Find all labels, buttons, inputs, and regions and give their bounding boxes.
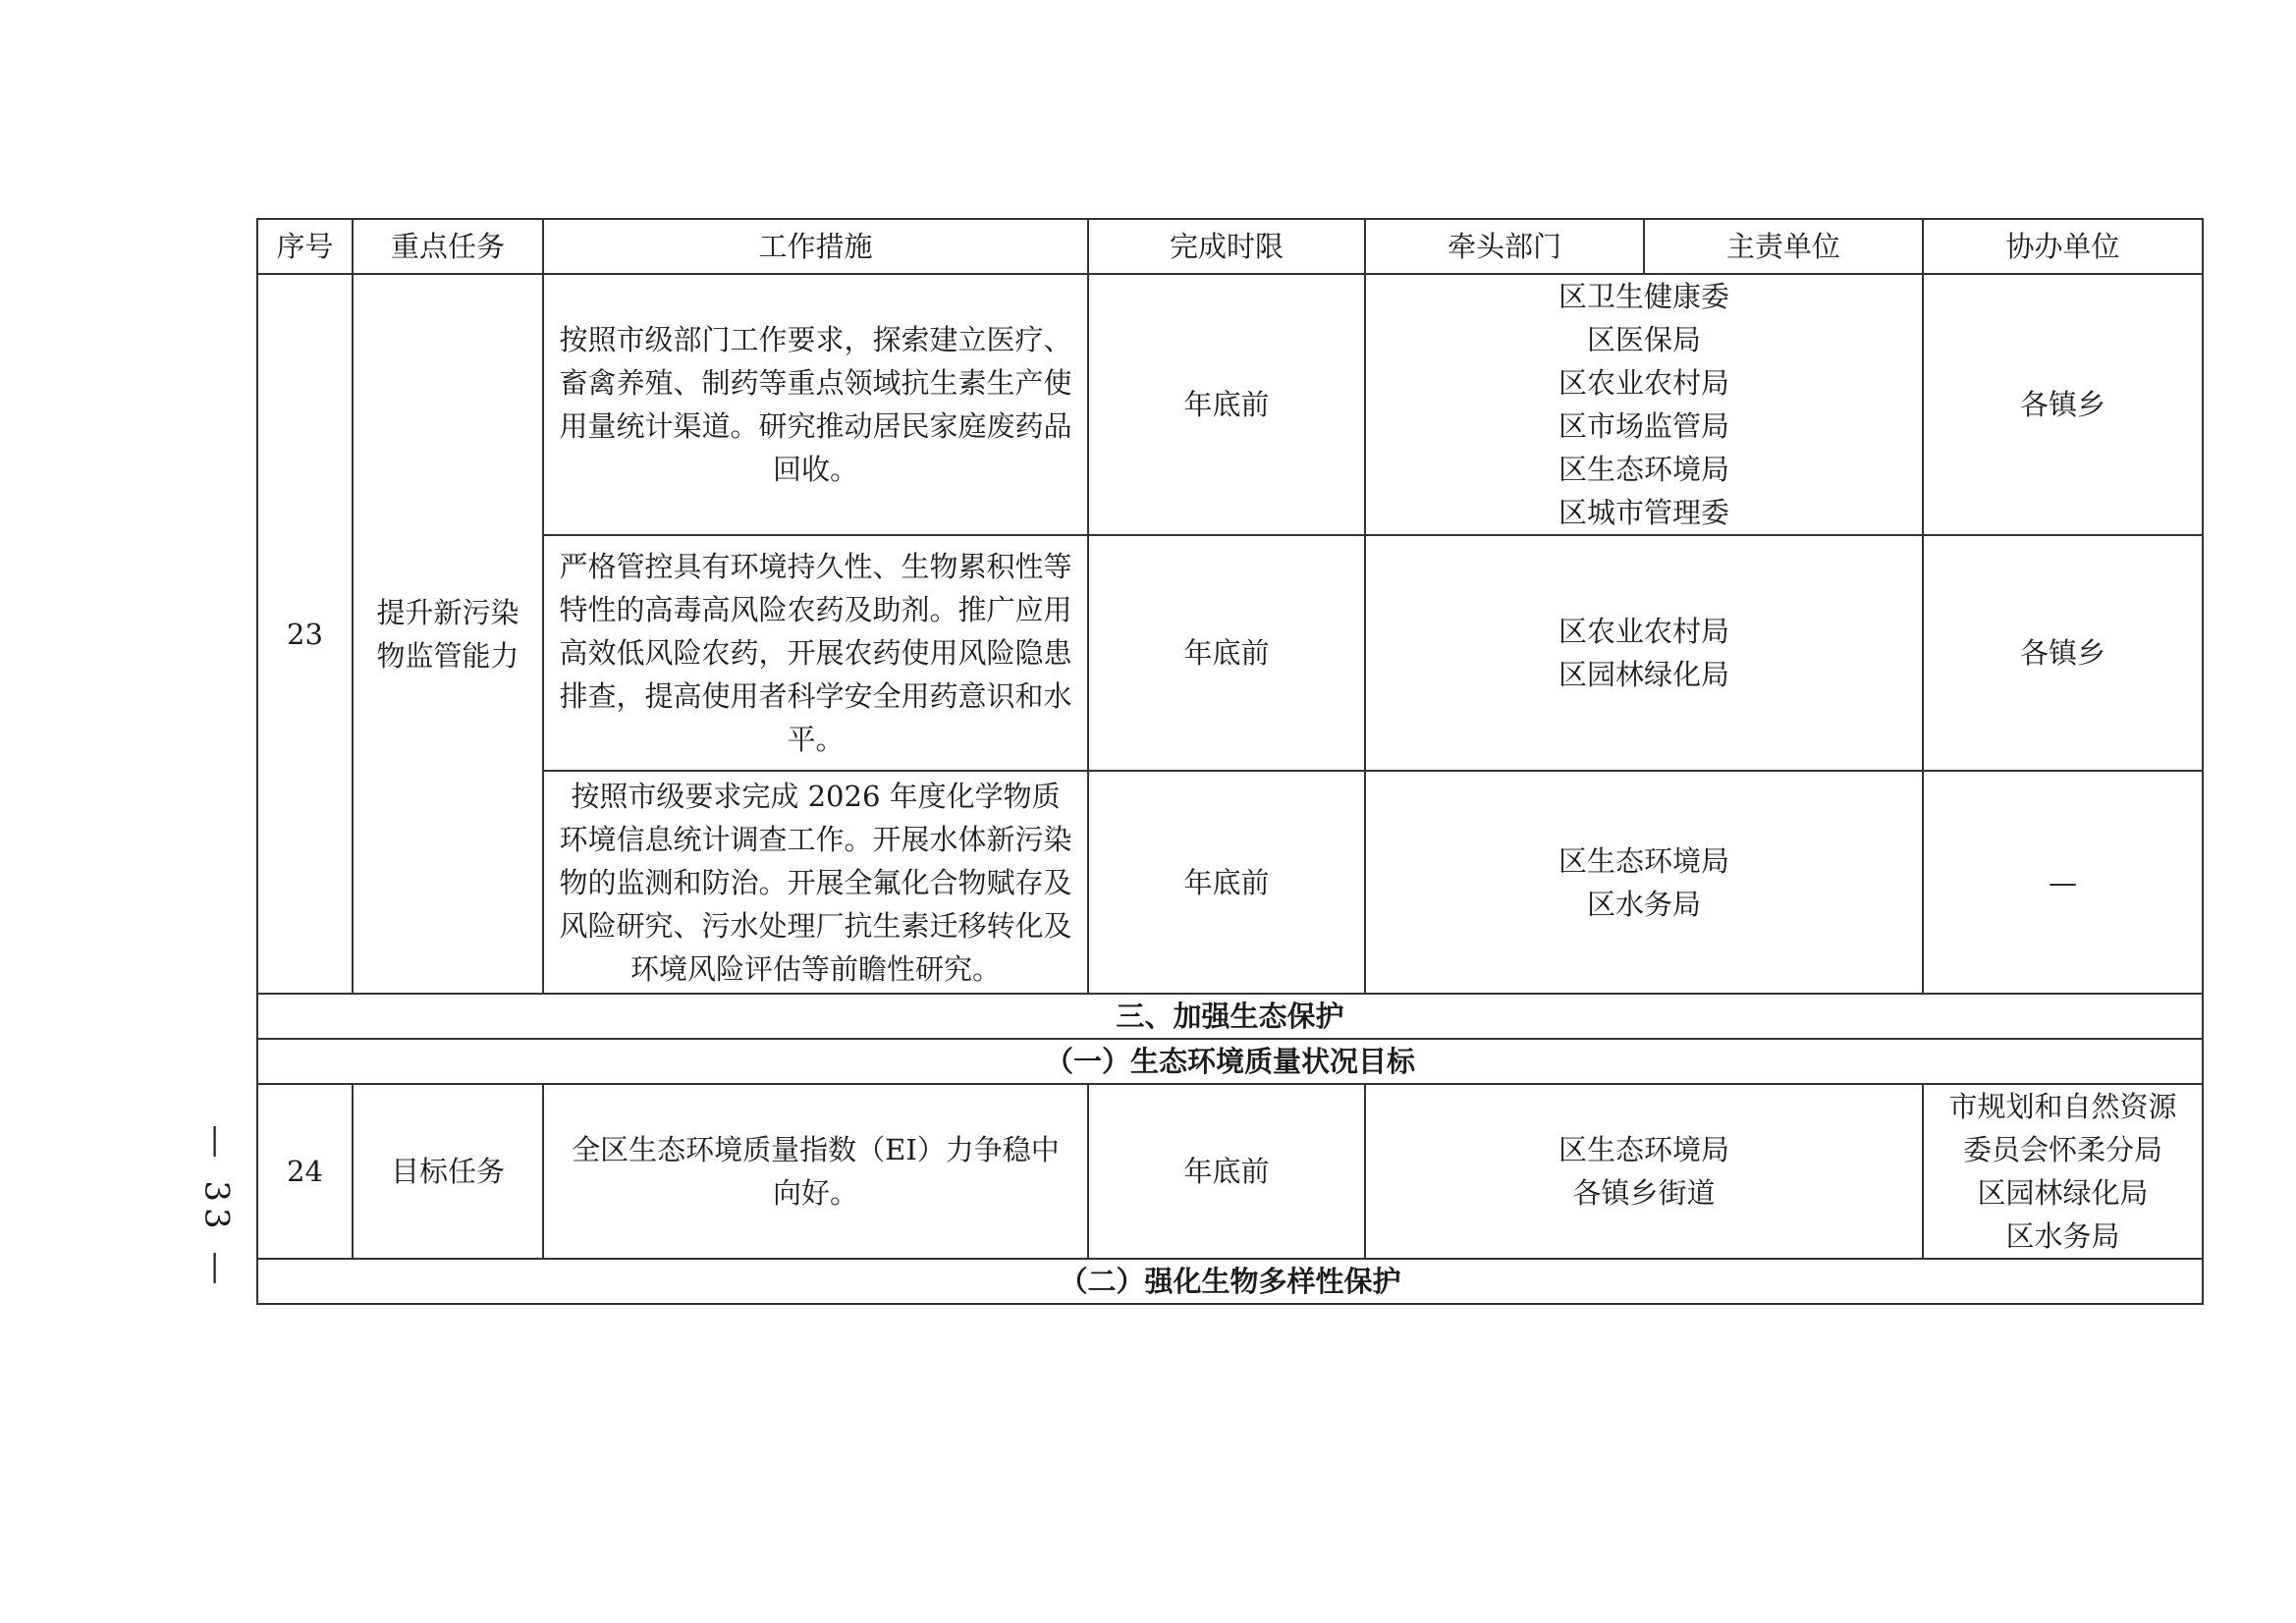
item-no: 23 <box>257 274 353 994</box>
header-main-unit: 主责单位 <box>1644 219 1923 274</box>
table-row <box>257 274 2203 535</box>
page-number <box>187 1124 246 1291</box>
subsection-heading: （一）生态环境质量状况目标 <box>257 1039 2203 1084</box>
subsection-heading-row <box>257 1039 2203 1084</box>
table-row <box>257 1084 2203 1259</box>
lead-dept-cell <box>1365 274 1923 535</box>
item-no: 24 <box>257 1084 353 1259</box>
lead-dept-line: 区城市管理委 <box>1558 496 1729 529</box>
subsection-heading-row <box>257 1259 2203 1304</box>
header-measure: 工作措施 <box>543 219 1088 274</box>
header-lead-dept: 牵头部门 <box>1365 219 1644 274</box>
item-task: 提升新污染物监管能力 <box>353 274 543 994</box>
assist-unit-cell: 各镇乡 <box>1923 274 2203 535</box>
lead-dept-line: 区生态环境局 <box>1558 453 1729 486</box>
deadline-cell: 年底前 <box>1088 771 1365 994</box>
measure-cell: 严格管控具有环境持久性、生物累积性等特性的高毒高风险农药及助剂。推广应用高效低风险农药，开展农药使用风险隐患排查，提高使用者科学安全用药意识和水平。 <box>543 535 1088 771</box>
lead-dept-cell <box>1365 1084 1923 1259</box>
item-task: 目标任务 <box>353 1084 543 1259</box>
header-deadline: 完成时限 <box>1088 219 1365 274</box>
assist-unit-cell: 各镇乡 <box>1923 535 2203 771</box>
lead-dept-line: 区生态环境局 <box>1558 1133 1729 1166</box>
lead-dept-line: 区园林绿化局 <box>1558 658 1729 691</box>
lead-dept-cell <box>1365 535 1923 771</box>
assist-unit-line: 市规划和自然资源委员会怀柔分局 <box>1948 1090 2177 1166</box>
lead-dept-line: 区水务局 <box>1586 887 1701 921</box>
deadline-cell: 年底前 <box>1088 1084 1365 1259</box>
measure-cell: 全区生态环境质量指数（EI）力争稳中向好。 <box>543 1084 1088 1259</box>
lead-dept-line: 各镇乡街道 <box>1572 1176 1716 1210</box>
measure-cell: 按照市级要求完成 2026 年度化学物质环境信息统计调查工作。开展水体新污染物的监测和防治。开展全氟化合物赋存及风险研究、污水处理厂抗生素迁移转化及环境风险评估等前瞻性研究。 <box>543 771 1088 994</box>
subsection-heading: （二）强化生物多样性保护 <box>257 1259 2203 1304</box>
lead-dept-line: 区医保局 <box>1586 323 1701 356</box>
lead-dept-line: 区市场监管局 <box>1558 409 1729 443</box>
table-row <box>257 771 2203 994</box>
deadline-cell: 年底前 <box>1088 274 1365 535</box>
section-heading-row <box>257 994 2203 1039</box>
lead-dept-line: 区卫生健康委 <box>1558 280 1729 313</box>
measure-cell: 按照市级部门工作要求，探索建立医疗、畜禽养殖、制药等重点领域抗生素生产使用量统计渠道。研究推动居民家庭废药品回收。 <box>543 274 1088 535</box>
lead-dept-cell <box>1365 771 1923 994</box>
assist-unit-cell <box>1923 1084 2203 1259</box>
task-table <box>256 218 2204 1305</box>
page-number-text: — 33 — <box>196 1124 237 1291</box>
lead-dept-line: 区生态环境局 <box>1558 843 1729 878</box>
lead-dept-line: 区农业农村局 <box>1558 615 1729 648</box>
assist-unit-line: 区水务局 <box>2005 1219 2120 1253</box>
deadline-cell: 年底前 <box>1088 535 1365 771</box>
lead-dept-line: 区农业农村局 <box>1558 366 1729 400</box>
table-header-row <box>257 219 2203 274</box>
header-assist-unit: 协办单位 <box>1923 219 2203 274</box>
section-heading: 三、加强生态保护 <box>257 994 2203 1039</box>
header-no: 序号 <box>257 219 353 274</box>
table-row <box>257 535 2203 771</box>
header-task: 重点任务 <box>353 219 543 274</box>
assist-unit-cell: — <box>1923 771 2203 994</box>
assist-unit-line: 区园林绿化局 <box>1977 1176 2149 1210</box>
